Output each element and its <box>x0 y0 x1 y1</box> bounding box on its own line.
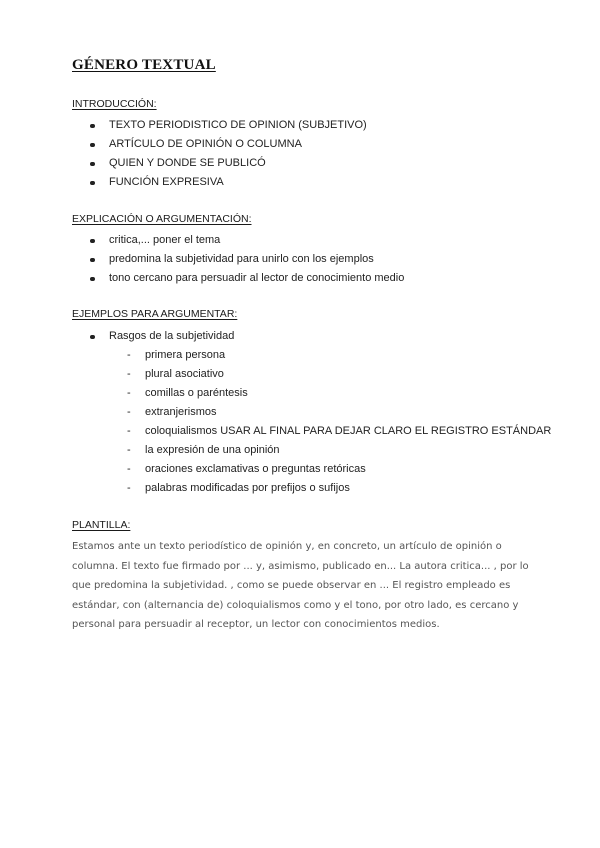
sublist-item-text: comillas o paréntesis <box>145 387 248 399</box>
list-item <box>72 116 367 135</box>
list-item-text: FUNCIÓN EXPRESIVA <box>109 176 224 188</box>
list-item-text: TEXTO PERIODISTICO DE OPINION (SUBJETIVO) <box>109 119 367 131</box>
ejemplos-list <box>72 327 234 346</box>
sublist-item <box>72 346 551 365</box>
sublist-item <box>72 365 551 384</box>
list-item <box>72 269 404 288</box>
dash-marker: - <box>127 349 131 361</box>
list-item <box>72 173 367 192</box>
list-item-text: critica,... poner el tema <box>109 234 221 246</box>
bullet-dot-icon <box>90 143 95 148</box>
sublist-item <box>72 422 551 441</box>
sublist-item <box>72 460 551 479</box>
list-item <box>72 135 367 154</box>
subjetividad-sublist <box>72 346 551 498</box>
bullet-dot-icon <box>90 124 95 129</box>
sublist-item-text: extranjerismos <box>145 406 217 418</box>
dash-marker: - <box>127 406 131 418</box>
sublist-item-text: oraciones exclamativas o preguntas retóricas <box>145 463 366 475</box>
sublist-item-text: la expresión de una opinión <box>145 444 280 456</box>
sublist-item <box>72 384 551 403</box>
sublist-item-text: primera persona <box>145 349 226 361</box>
template-paragraph: Estamos ante un texto periodístico de opinión y, en concreto, un artículo de opinión o columna. El texto fue firmado por ... y, asimismo, publicado en... La autora critica... , por lo que predomina la subjetividad. , como se puede observar en ... El registro empleado es estándar, con (alternancia de) coloquialismos como y el tono, por otro lado, es cercano y personal para persuadir al receptor, un lector con conocimientos medios. <box>72 541 529 630</box>
dash-marker: - <box>127 425 131 437</box>
bullet-dot-icon <box>90 181 95 186</box>
list-item <box>72 231 404 250</box>
section-heading-introduccion: INTRODUCCIÓN: <box>72 98 157 110</box>
section-heading-plantilla: PLANTILLA: <box>72 519 131 531</box>
list-item-text: QUIEN Y DONDE SE PUBLICÓ <box>109 157 266 169</box>
list-item-text: ARTÍCULO DE OPINIÓN O COLUMNA <box>109 138 302 150</box>
sublist-item <box>72 479 551 498</box>
sublist-item-text: coloquialismos USAR AL FINAL PARA DEJAR CLARO EL REGISTRO ESTÁNDAR <box>145 425 552 437</box>
bullet-dot-icon <box>90 162 95 167</box>
dash-marker: - <box>127 482 131 494</box>
section-heading-explicacion: EXPLICACIÓN O ARGUMENTACIÓN: <box>72 213 252 225</box>
list-item <box>72 154 367 173</box>
bullet-dot-icon <box>90 277 95 282</box>
explicacion-list <box>72 231 404 288</box>
list-item-text: predomina la subjetividad para unirlo con los ejemplos <box>109 253 374 265</box>
list-item-text: Rasgos de la subjetividad <box>109 330 235 342</box>
sublist-item-text: plural asociativo <box>145 368 224 380</box>
sublist-item <box>72 441 551 460</box>
list-item-text: tono cercano para persuadir al lector de conocimiento medio <box>109 272 405 284</box>
section-heading-ejemplos: EJEMPLOS PARA ARGUMENTAR: <box>72 308 238 320</box>
dash-marker: - <box>127 387 131 399</box>
dash-marker: - <box>127 463 131 475</box>
list-item <box>72 250 404 269</box>
sublist-item <box>72 403 551 422</box>
list-item <box>72 327 234 346</box>
bullet-dot-icon <box>90 239 95 244</box>
bullet-dot-icon <box>90 335 95 340</box>
document-title: GÉNERO TEXTUAL <box>72 57 216 73</box>
sublist-item-text: palabras modificadas por prefijos o sufijos <box>145 482 350 494</box>
dash-marker: - <box>127 368 131 380</box>
dash-marker: - <box>127 444 131 456</box>
bullet-dot-icon <box>90 258 95 263</box>
intro-list <box>72 116 367 192</box>
